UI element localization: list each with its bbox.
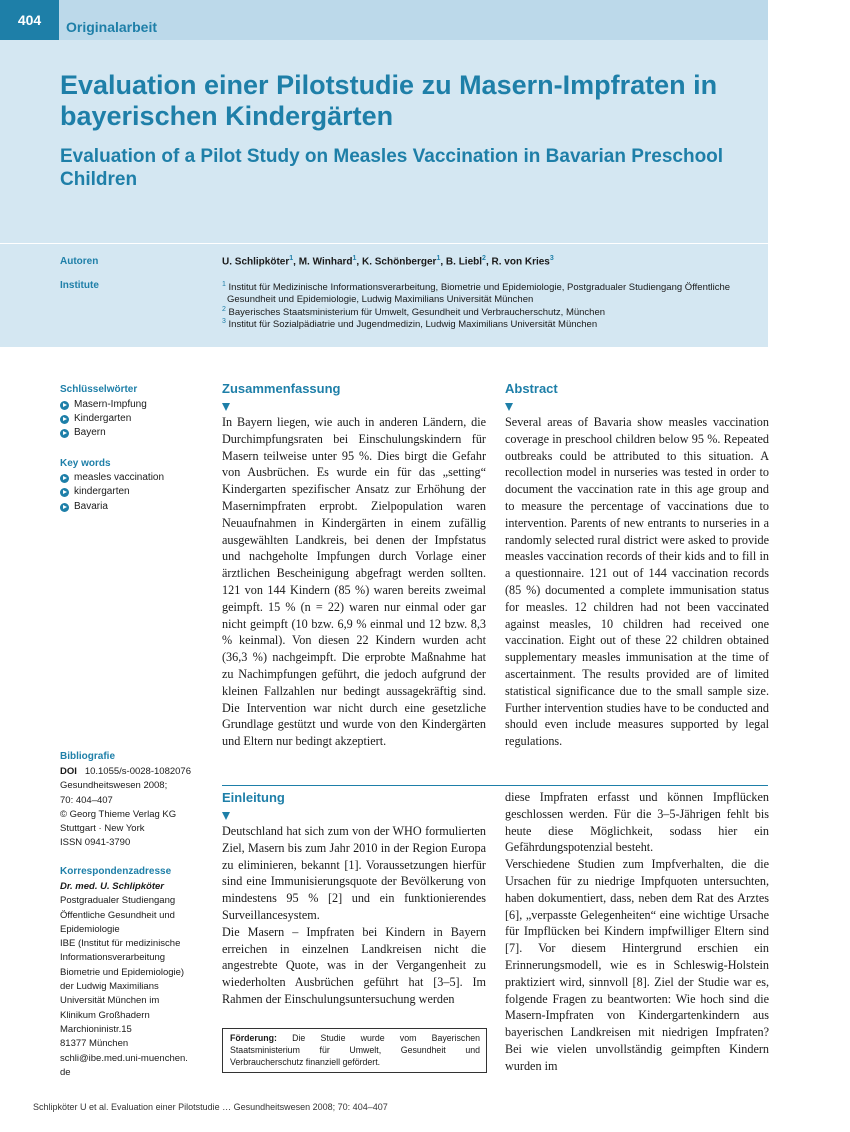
author-name: K. Schönberger — [361, 256, 437, 268]
section-divider — [222, 785, 768, 786]
keyword-item — [60, 485, 130, 499]
address-line: Klinikum Großhadern — [60, 1009, 150, 1021]
arrow-bullet-icon — [60, 488, 69, 497]
funding-box — [222, 1028, 487, 1073]
bibliography-line: 70: 404–407 — [60, 794, 113, 806]
keyword-text: Kindergarten — [74, 413, 132, 424]
author-name: U. Schlipköter — [222, 256, 290, 268]
arrow-bullet-icon — [60, 503, 69, 512]
institute-entry — [222, 279, 767, 306]
bibliography-line: © Georg Thieme Verlag KG — [60, 808, 177, 820]
keyword-item — [60, 398, 147, 412]
keyword-item — [60, 471, 164, 485]
keywords-en-heading: Key words — [60, 458, 111, 469]
section-marker-icon — [505, 403, 513, 411]
arrow-bullet-icon — [60, 429, 69, 438]
abstract-heading: Abstract — [505, 381, 558, 396]
address-line: Postgradualer Studiengang — [60, 895, 176, 907]
article-title-english: Evaluation of a Pilot Study on Measles Vaccination in Bavarian Preschool Children — [60, 146, 724, 190]
institute-name: Institut für Medizinische Informationsverarbeitung, Biometrie und Epidemiologie, Postgradualer Studiengang Öffentliche — [228, 282, 731, 294]
address-line: Informationsverarbeitung — [60, 952, 166, 964]
author-list: U. Schlipköter$^1$, M. Winhard$^1$, K. Schönberger$^1$, B. Liebl$^2$, R. von Kries$^3$ — [222, 255, 554, 268]
zusammenfassung-text: In Bayern liegen, wie auch in anderen Ländern, die Durchimpfungsraten bei Einschulungskindern für Masern teilweise unter 95 %. Dies birgt die Gefahr von Ausbrüchen. Es wurde ein für das „setting“ Kindergarten spezifischer Ansatz zur Erhöhung der Masernimpfraten erprobt. Zielpopulation waren Neuaufnahmen in Kindergärten in einem zufällig ausgewählten Landkreis, bei denen der Impfstatus und nachgeholte Impfungen durch Vorlage einer ärztlichen Bescheinigung abgefragt werden sollten. 121 von 144 Kindern (85 %) waren bereits zweimal geimpft. 15 % (n = 22) waren nur einmal oder gar nicht geimpft (10 bzw. 6,9 % einmal und 12 bzw. 8,3 % keinmal). Von diesen 22 Kindern wurden acht (36,3 %) nachgeimpft. Die erprobte Maßnahme hat zu Nachimpfungen geführt, die jedoch aufgrund der kleinen Fallzahlen nur bedingt aussagekräftig sind. Die Intervention war nicht durch eine gesetzliche Grundlage gestützt und wurde von den Kindergärten und Eltern nur bedingt akzeptiert. — [222, 415, 486, 749]
address-line: 81377 München — [60, 1038, 129, 1050]
doi-value: 10.1055/s-0028-1082076 — [84, 766, 191, 777]
article-title-german: Evaluation einer Pilotstudie zu Masern-Impfraten in bayerischen Kindergärten — [60, 70, 718, 131]
einleitung-heading: Einleitung — [222, 790, 285, 805]
einleitung-text-right: diese Impfraten erfasst und können Impflücken geschlossen werden. Für die 3–5-Jährigen fehlt bis heute diese Möglichkeit, sodass hier ein Gefährdungspotenzial besteht. Verschiedene Studien zum Impfverhalten, die die Ursachen für zu niedrige Impfquoten untersuchten, haben dokumentiert, dass, neben dem Rat des Arztes [6], „verpasste Gelegenheiten“ eine wichtige Ursache für Impflücken bei Kindern impfwilliger Eltern sind [7]. Vor diesem Hintergrund erschien ein Erinnerungsmodell, wie es in Schleswig-Holstein praktiziert wird, sinnvoll [8]. Ziel der Studie war es, folgende Fragen zu beantworten: Wie hoch sind die Masern-Impfraten von Kindergartenkindern aus bayerischen Landkreisen mit niedrigen Impfraten? Bei wie vielen unvollständig geimpften Kindern wurden im — [505, 790, 769, 1073]
institute-number: 1 — [222, 281, 226, 288]
einleitung-text-left: Deutschland hat sich zum von der WHO formulierten Ziel, Masern bis zum Jahr 2010 in der Region Europa zu eliminieren, bekannt [1]. Voraussetzungen hierfür sind eine Immunisierungsquote der Bevölkerung von mindestens 95 % [2] und ein funktionierendes Surveillancesystem. Die Masern – Impfraten bei Kindern in Bayern erreichen in einzelnen Landkreisen nicht die angestrebte Quote, was in der Vergangenheit zu wiederholten Ausbrüchen geführt hat [3–5]. Im Rahmen der Einschulungsuntersuchung werden — [222, 824, 486, 1006]
address-line: Epidemiologie — [60, 923, 120, 935]
email-line: de — [60, 1066, 71, 1078]
section-label: Originalarbeit — [66, 19, 158, 35]
address-line: Biometrie und Epidemiologie) — [60, 966, 185, 978]
institute-name: Bayerisches Staatsministerium für Umwelt, Gesundheit und Verbraucherschutz, München — [228, 307, 606, 319]
funding-text: Die Studie wurde vom Bayerischen Staatsministerium für Umwelt, Gesundheit und Verbraucherschutz finanziell gefördert. — [230, 1033, 481, 1067]
keywords-de-heading: Schlüsselwörter — [60, 384, 138, 395]
page-number: 404 — [0, 0, 59, 40]
author-affiliation: 1 — [289, 255, 294, 262]
keyword-item — [60, 412, 131, 426]
address-line: Öffentliche Gesundheit und — [60, 909, 175, 921]
address-line: Marchioninistr.15 — [60, 1023, 132, 1035]
address-line: Universität München im — [60, 995, 160, 1007]
institutes-label: Institute — [60, 280, 99, 291]
keyword-item — [60, 500, 108, 514]
section-marker-icon — [222, 403, 230, 411]
address-line: IBE (Institut für medizinische — [60, 938, 181, 950]
keyword-item — [60, 426, 106, 440]
bibliography-line: Stuttgart · New York — [60, 823, 145, 835]
address-line: der Ludwig Maximilians — [60, 981, 159, 993]
page-footer: Schlipköter U et al. Evaluation einer Pilotstudie … Gesundheitswesen 2008; 70: 404–407 — [33, 1102, 388, 1112]
bibliography-line: ISSN 0941-3790 — [60, 837, 131, 849]
bibliography-block — [60, 765, 208, 851]
author-affiliation: 3 — [549, 255, 554, 262]
keyword-text: Bavaria — [74, 501, 108, 512]
doi-label: DOI — [60, 766, 77, 777]
author-affiliation: 1 — [352, 255, 357, 262]
arrow-bullet-icon — [60, 401, 69, 410]
bibliography-heading: Bibliografie — [60, 751, 116, 762]
correspondence-name: Dr. med. U. Schlipköter — [60, 881, 164, 892]
author-name: R. von Kries — [491, 256, 550, 268]
correspondence-heading: Korrespondenzadresse — [60, 866, 172, 877]
institute-name: Institut für Sozialpädiatrie und Jugendmedizin, Ludwig Maximilians Universität München — [228, 319, 598, 331]
bibliography-line: Gesundheitswesen 2008; — [60, 780, 168, 792]
funding-label: Förderung: — [230, 1033, 277, 1043]
institute-entry — [222, 316, 767, 331]
keyword-text: Bayern — [74, 427, 106, 438]
arrow-bullet-icon — [60, 415, 69, 424]
institute-name-continued: Gesundheit und Epidemiologie, Ludwig Maximilians Universität München — [227, 294, 534, 306]
keyword-text: Masern-Impfung — [74, 399, 147, 410]
section-marker-icon — [222, 812, 230, 820]
zusammenfassung-heading: Zusammenfassung — [222, 381, 341, 396]
institute-number: 2 — [222, 306, 226, 313]
author-affiliation: 2 — [482, 255, 486, 262]
author-affiliation: 1 — [436, 255, 441, 262]
authors-label: Autoren — [60, 256, 99, 267]
email-line: schli@ibe.med.uni-muenchen. — [60, 1052, 188, 1064]
correspondence-block — [60, 880, 208, 1080]
institute-number: 3 — [222, 318, 226, 325]
arrow-bullet-icon — [60, 474, 69, 483]
author-name: M. Winhard — [298, 256, 353, 268]
keyword-text: measles vaccination — [74, 472, 165, 483]
author-name: B. Liebl — [445, 256, 483, 268]
keyword-text: kindergarten — [74, 486, 130, 497]
abstract-text: Several areas of Bavaria show measles vaccination coverage in preschool children below 95 %. Repeated outbreaks could be attributed to this situation. A recollection model in nurseries was tested in order to document the vaccination rate in this age group and to measure the percentage of vaccinations due to intervention. Parents of new entrants to nurseries in a randomly selected rural district were asked to provide measles vaccination records of their kids and to fill in a questionnaire. 121 out of 144 vaccination records (85 %) documented a complete immunisation status for measles. 12 children had not been vaccinated against measles, 10 children had received one vaccination. Eight out of these 22 children obtained supplementary measles immunisation at the time of ascertainment. The results provided are of limited statistical significance due to the small sample size. Further intervention studies have to be conducted and should even include measures supported by legal regulations. — [505, 415, 769, 749]
